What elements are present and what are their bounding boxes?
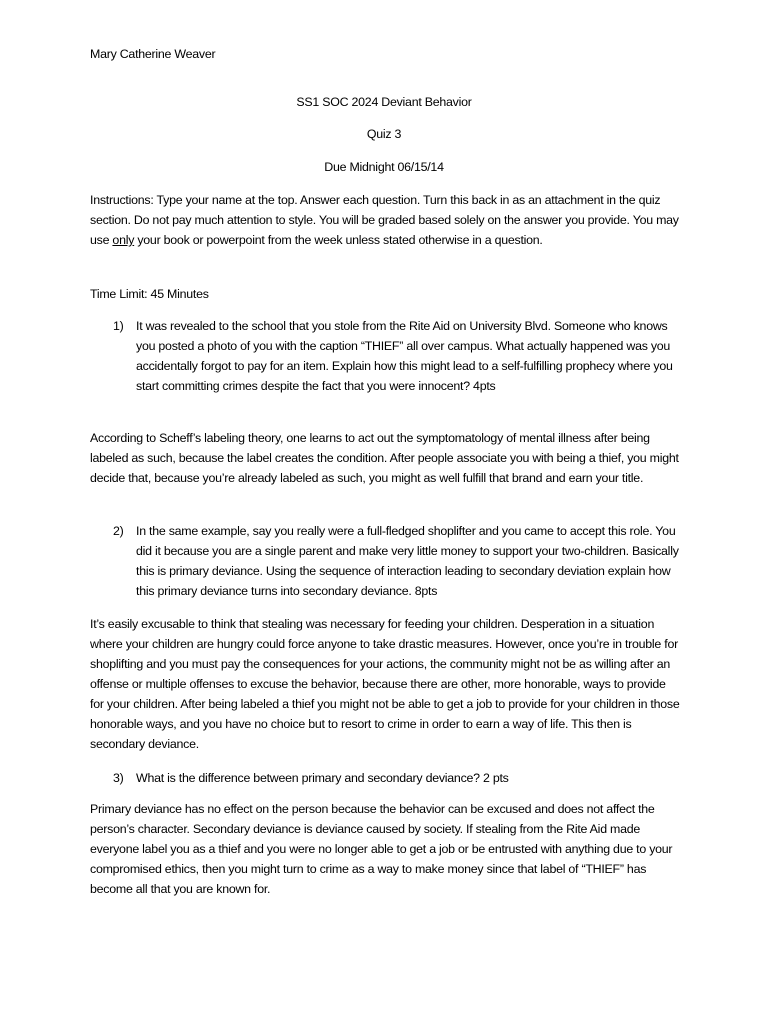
time-limit: Time Limit: 45 Minutes bbox=[90, 287, 209, 301]
question-text: What is the difference between primary and secondary deviance? 2 pts bbox=[136, 771, 509, 785]
instructions-text-after: your book or powerpoint from the week unless stated otherwise in a question. bbox=[134, 233, 543, 247]
author-name: Mary Catherine Weaver bbox=[90, 47, 216, 61]
question-3 bbox=[113, 768, 680, 788]
question-1 bbox=[113, 316, 680, 396]
answer-3: Primary deviance has no effect on the person because the behavior can be excused and does not affect the person’s character. Secondary deviance is deviance caused by society. If stealing from the Rite Aid made everyone label you as a thief and you were no longer able to get a job or be entrusted with anything due to your compromised ethics, then you might turn to crime as a way to make money since that label of “THIEF” has become all that you are known for. bbox=[90, 802, 673, 896]
answer-1: According to Scheff’s labeling theory, one learns to act out the symptomatology of mental illness after being labeled as such, because the label creates the condition. After people associate you with being a thief, you might decide that, because you’re already labeled as such, you might as well fulfill that brand and earn your title. bbox=[90, 431, 679, 485]
course-title: SS1 SOC 2024 Deviant Behavior bbox=[296, 95, 472, 109]
instructions-paragraph bbox=[90, 190, 680, 250]
question-text: In the same example, say you really were a full-fledged shoplifter and you came to accept this role. You did it because you are a single parent and make very little money to support your two-children. Basically this is primary deviance. Using the sequence of interaction leading to secondary deviation explain how this primary deviance turns into secondary deviance. 8pts bbox=[136, 524, 679, 598]
instructions-text-before: Instructions: Type your name at the top. Answer each question. Turn this back in as an attachment in the quiz section. Do not pay much attention to style. You will be graded based solely on the answer you provide. You may use bbox=[90, 193, 679, 247]
question-2 bbox=[113, 521, 680, 601]
instructions-emphasis: only bbox=[112, 233, 135, 247]
question-number: 1) bbox=[113, 319, 124, 333]
due-date: Due Midnight 06/15/14 bbox=[324, 160, 444, 174]
quiz-title: Quiz 3 bbox=[366, 127, 402, 141]
question-number: 2) bbox=[113, 524, 124, 538]
question-text: It was revealed to the school that you stole from the Rite Aid on University Blvd. Someone who knows you posted a photo of you with the caption “THIEF” all over campus. What actually happened was you accidentally forgot to pay for an item. Explain how this might lead to a self-fulfilling prophecy where you start committing crimes despite the fact that you were innocent? 4pts bbox=[136, 319, 673, 393]
answer-2: It’s easily excusable to think that stealing was necessary for feeding your children. Desperation in a situation where your children are hungry could force anyone to take drastic measures. However, once you’re in trouble for shoplifting and you must pay the consequences for your actions, the community might not be as willing after an offense or multiple offenses to excuse the behavior, because there are other, more honorable, ways to provide for your children. After being labeled a thief you might not be able to get a job to provide for your children in those honorable ways, and you have no choice but to resort to crime in order to earn a way of life. This then is secondary deviance. bbox=[90, 617, 680, 751]
question-number: 3) bbox=[113, 771, 124, 785]
